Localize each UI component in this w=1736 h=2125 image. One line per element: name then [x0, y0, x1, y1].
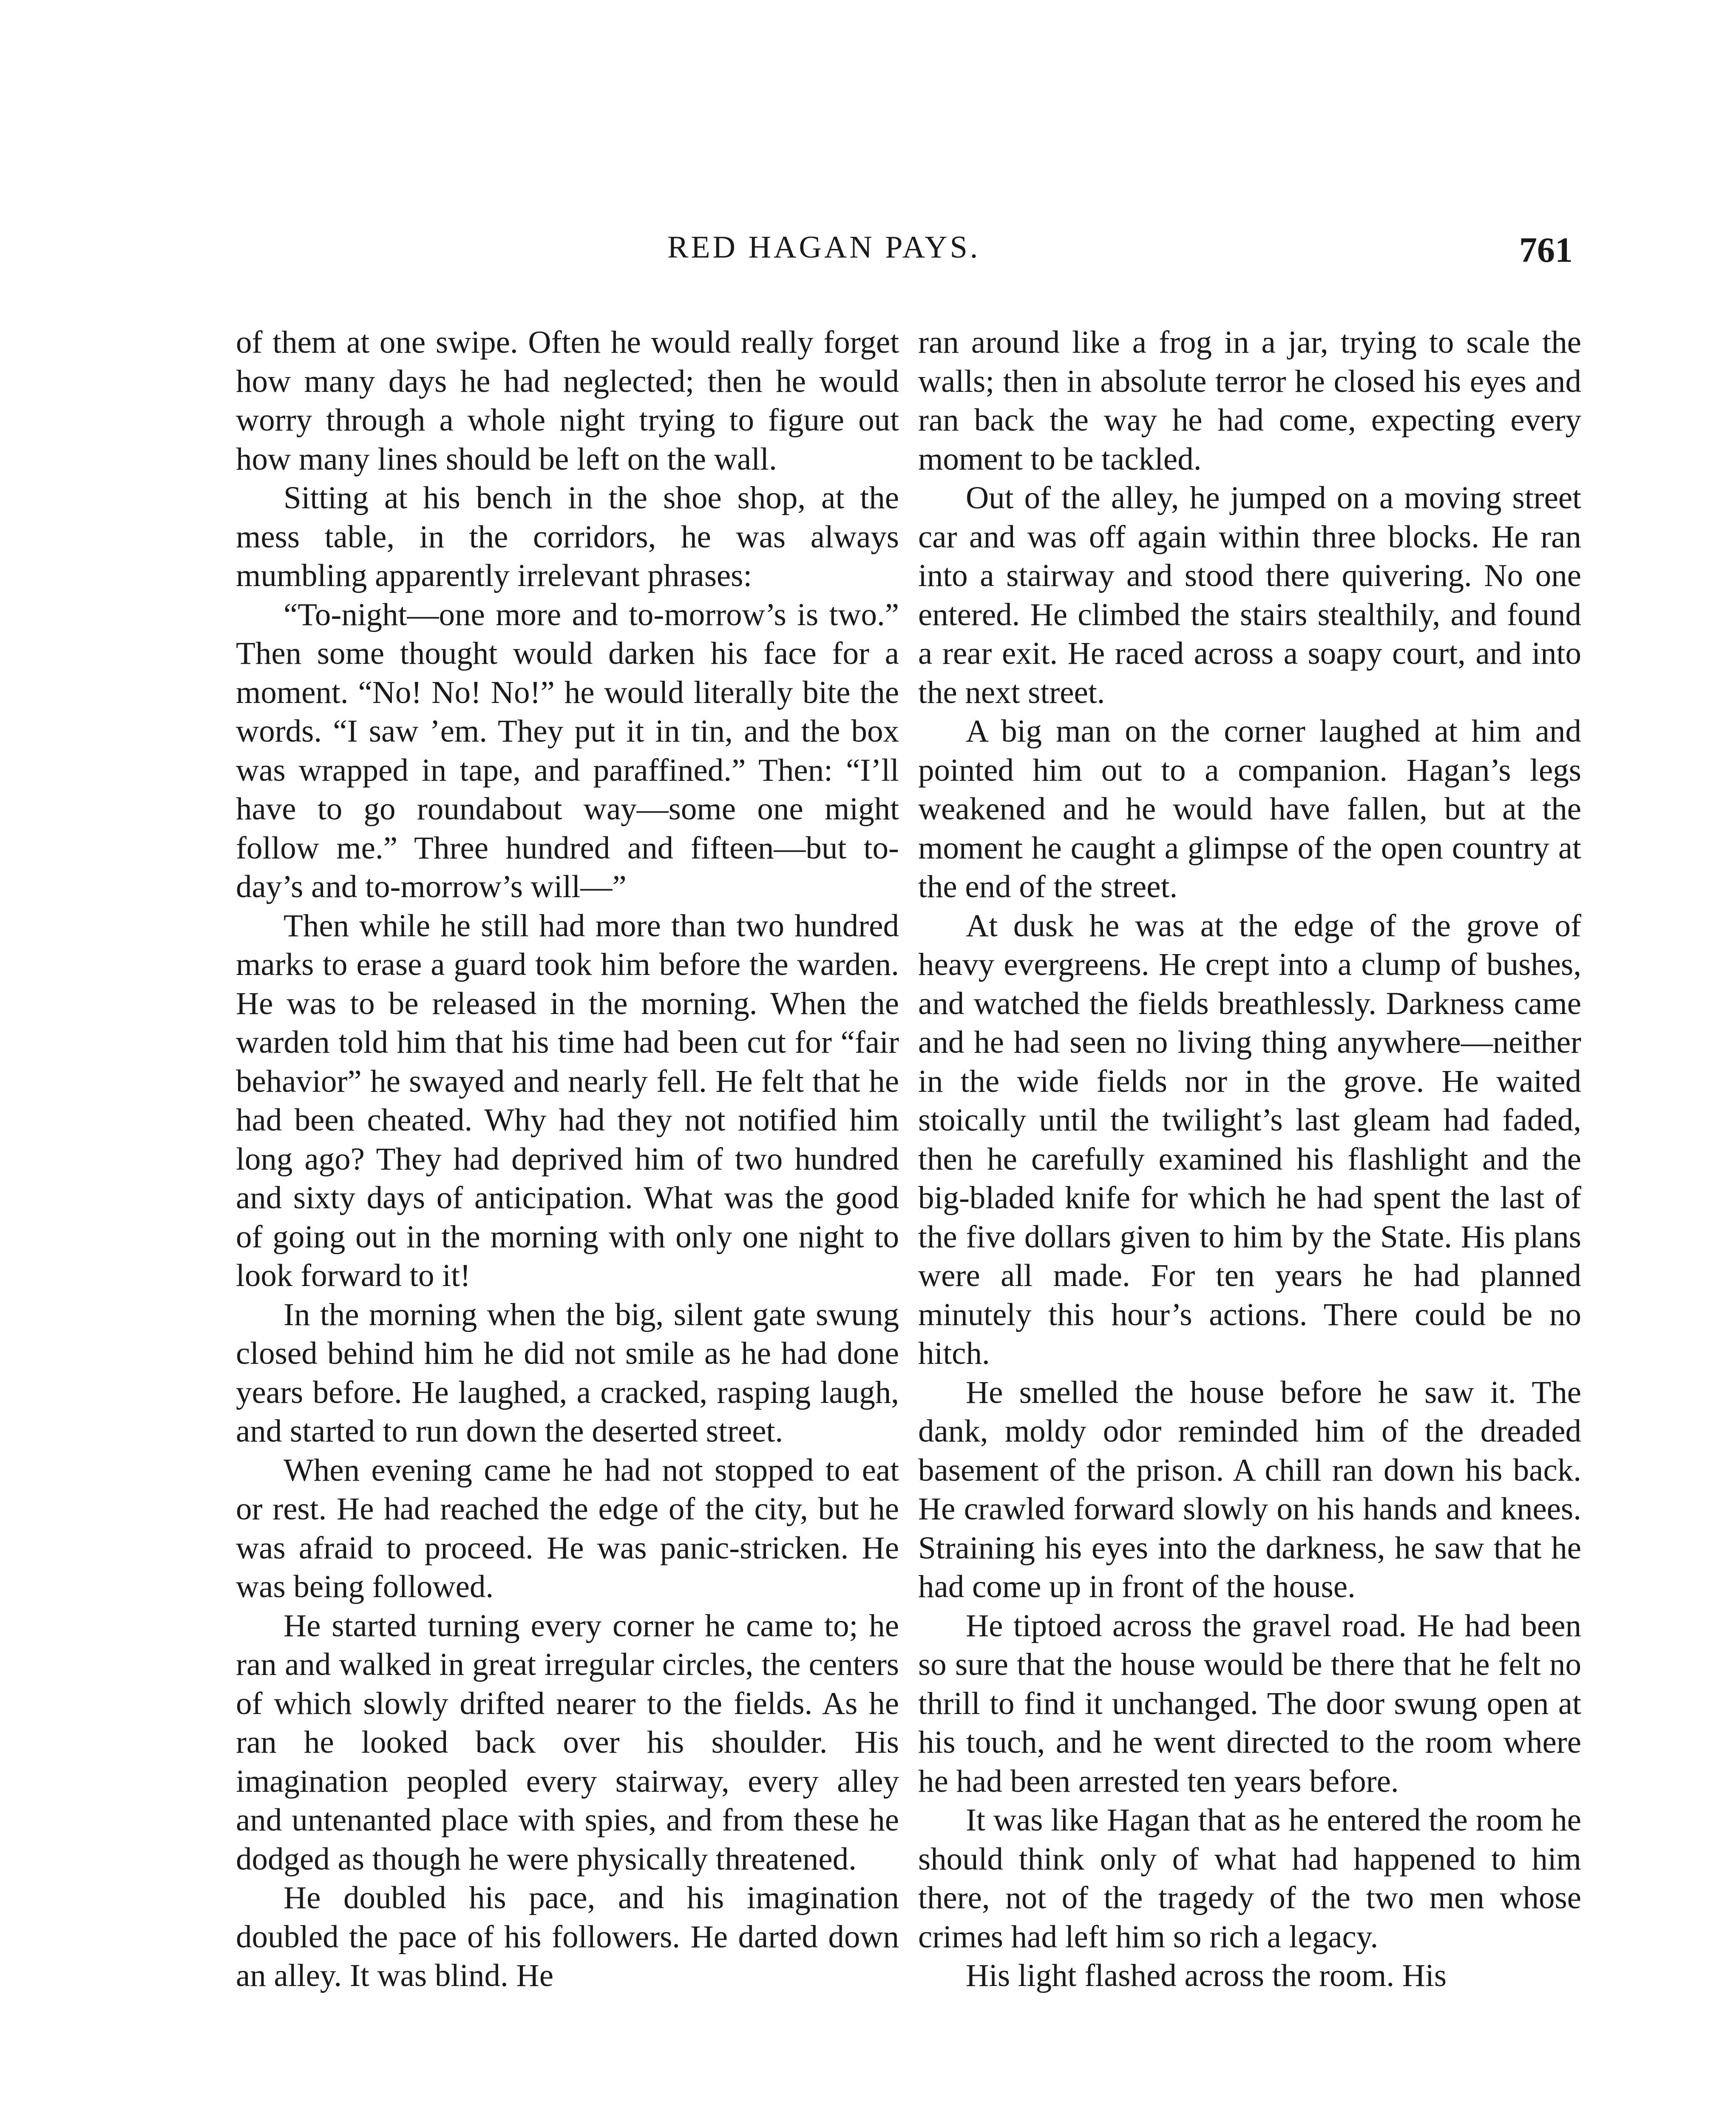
page-number: 761 — [1519, 230, 1573, 270]
paragraph: When evening came he had not stopped to eat or rest. He had reached the edge of the city, but he was afraid to proceed. He was panic-stricken. He was being followed. — [236, 1452, 899, 1604]
paragraph: Then while he still had more than two hundred marks to erase a guard took him before the warden. He was to be released in the morning. When the warden told him that his time had been cut for “fair behavior” he swayed and nearly fell. He felt that he had been cheated. Why had they not notified him long ago? They had deprived him of two hundred and sixty days of anticipation. What was the good of going out in the morning with only one night to look forward to it! — [236, 908, 899, 1293]
paragraph: His light flashed across the room. His — [966, 1958, 1447, 1993]
paragraph: Out of the alley, he jumped on a moving street car and was off again within three blocks. He ran into a stairway and stood there quivering. No one entered. He climbed the stairs stealthily, and found a rear exit. He raced across a soapy court, and into the next street. — [918, 480, 1581, 710]
running-title: RED HAGAN PAYS. — [667, 230, 981, 265]
paragraph: He smelled the house before he saw it. The dank, moldy odor reminded him of the dreaded basement of the prison. A chill ran down his back. He crawled forward slowly on his hands and knees. Straining his eyes into the darkness, he saw that he had come up in front of the house. — [918, 1374, 1581, 1604]
paragraph: A big man on the corner laughed at him and pointed him out to a companion. Hagan’s legs weakened and he would have fallen, but at the moment he caught a glimpse of the open country at the end of the street. — [918, 714, 1581, 904]
paragraph: He started turning every corner he came to; he ran and walked in great irregular circles, the centers of which slowly drifted nearer to the fields. As he ran he looked back over his shoulder. His imagination peopled every stairway, every alley and untenanted place with spies, and from these he dodged as though he were physically threatened. — [236, 1608, 899, 1877]
paragraph: of them at one swipe. Often he would really forget how many days he had neglected; then he would worry through a whole night trying to figure out how many lines should be left on the wall. — [236, 325, 899, 477]
paragraph: “To-night—one more and to-morrow’s is two.” Then some thought would darken his face for a moment. “No! No! No!” he would literally bite the words. “I saw ’em. They put it in tin, and the box was wrapped in tape, and paraffined.” Then: “I’ll have to go roundabout way—some one might follow me.” Three hundred and fifteen—but to-day’s and to-morrow’s will—” — [236, 597, 899, 904]
left-column — [236, 323, 899, 1995]
paragraph: It was like Hagan that as he entered the room he should think only of what had happened to him there, not of the tragedy of the two men whose crimes had left him so rich a legacy. — [918, 1802, 1581, 1955]
right-column — [918, 323, 1581, 1995]
paragraph: He doubled his pace, and his imagination doubled the pace of his followers. He darted down an alley. It was blind. He — [236, 1880, 899, 1993]
paragraph: ran around like a frog in a jar, trying to scale the walls; then in absolute terror he closed his eyes and ran back the way he had come, expecting every moment to be tackled. — [918, 325, 1581, 477]
paragraph: At dusk he was at the edge of the grove of heavy evergreens. He crept into a clump of bushes, and watched the fields breathlessly. Darkness came and he had seen no living thing anywhere—neither in the wide fields nor in the grove. He waited stoically until the twilight’s last gleam had faded, then he carefully examined his flashlight and the big-bladed knife for which he had spent the last of the five dollars given to him by the State. His plans were all made. For ten years he had planned minutely this hour’s actions. There could be no hitch. — [918, 908, 1581, 1371]
paragraph: Sitting at his bench in the shoe shop, at the mess table, in the corridors, he was always mumbling apparently irrelevant phrases: — [236, 480, 899, 593]
paragraph: He tiptoed across the gravel road. He had been so sure that the house would be there that he felt no thrill to find it unchanged. The door swung open at his touch, and he went directed to the room where he had been arrested ten years before. — [918, 1608, 1581, 1799]
page-header — [221, 230, 1573, 293]
paragraph: In the morning when the big, silent gate swung closed behind him he did not smile as he had done years before. He laughed, a cracked, rasping laugh, and started to run down the deserted street. — [236, 1297, 899, 1449]
